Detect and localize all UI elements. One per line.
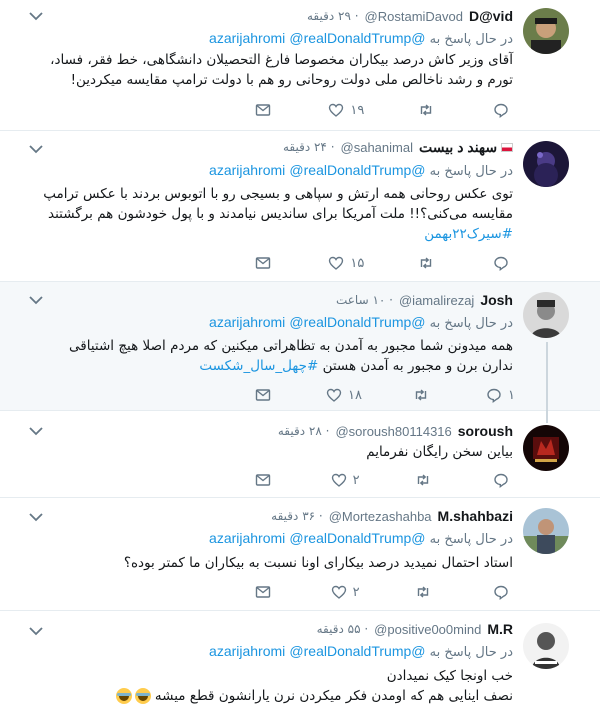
like-button[interactable] bbox=[331, 472, 360, 488]
retweet-icon bbox=[415, 584, 431, 600]
tweet-text-body: توی عکس روحانی همه ارتش و سپاهی و بسیجی رو با اتوبوس بردند با عکس ترامپ مقایسه می‌کنی؟!! ملت آمریکا برای ساندیس نیامدند و با پول خودشون هم برگشتند bbox=[43, 186, 513, 222]
tweet-text-body: همه میدونن شما مجبور به آمدن به تظاهراتی میکنین که مردم اصلا هیچ اشتیاقی ندارن برن و مجبور به آمدن هستن bbox=[69, 338, 513, 374]
like-count: ۲ bbox=[352, 472, 360, 488]
timestamp-text: ۲۴ دقیقه bbox=[282, 140, 327, 154]
hashtag-link[interactable]: #چهل_سال_شکست bbox=[199, 358, 319, 374]
reply-icon bbox=[493, 472, 509, 488]
timestamp-text: ۲۸ دقیقه bbox=[277, 424, 322, 438]
replying-to bbox=[40, 643, 513, 660]
chevron-down-icon[interactable] bbox=[28, 10, 44, 22]
dm-button[interactable] bbox=[255, 102, 275, 118]
envelope-icon bbox=[255, 387, 271, 403]
heart-icon bbox=[328, 255, 344, 271]
tweet-text bbox=[40, 184, 513, 244]
mention-link[interactable]: @realDonaldTrump bbox=[289, 30, 412, 46]
user-handle[interactable]: @RostamiDavod bbox=[364, 8, 463, 24]
retweet-button[interactable] bbox=[418, 102, 440, 118]
crying-laughing-emoji-icon bbox=[135, 688, 151, 704]
dm-button[interactable] bbox=[255, 472, 275, 488]
retweet-button[interactable] bbox=[413, 387, 435, 403]
thread-connector bbox=[546, 411, 548, 423]
like-count: ۱۹ bbox=[350, 102, 365, 118]
retweet-button[interactable] bbox=[418, 255, 440, 271]
tweet-actions bbox=[255, 99, 515, 121]
tweet-text-line: نصف اینایی هم که اومدن فکر میکردن نرن یارانشون قطع میشه bbox=[154, 688, 513, 704]
timestamp[interactable]: · ۱۰ ساعت bbox=[335, 293, 393, 307]
avatar[interactable] bbox=[523, 292, 569, 338]
tweet-text bbox=[40, 336, 513, 376]
crying-laughing-emoji-icon bbox=[116, 688, 132, 704]
reply-icon bbox=[493, 102, 509, 118]
like-count: ۲ bbox=[352, 584, 360, 600]
tweet-actions bbox=[255, 384, 515, 406]
tweet[interactable] bbox=[0, 411, 600, 498]
retweet-icon bbox=[413, 387, 429, 403]
retweet-icon bbox=[418, 102, 434, 118]
reply-button[interactable] bbox=[493, 102, 515, 118]
tweet[interactable] bbox=[0, 611, 600, 713]
mention-link[interactable]: @azarijahromi bbox=[209, 314, 426, 330]
tweet-actions bbox=[255, 252, 515, 274]
reply-button[interactable] bbox=[486, 387, 515, 403]
dm-button[interactable] bbox=[255, 387, 275, 403]
user-handle[interactable]: @Mortezashahba bbox=[328, 508, 432, 524]
tweet-header bbox=[60, 6, 513, 26]
like-count: ۱۸ bbox=[348, 387, 362, 403]
tweet-actions bbox=[255, 581, 515, 603]
replying-to-label: در حال پاسخ به bbox=[429, 32, 513, 47]
reply-button[interactable] bbox=[493, 255, 515, 271]
dm-button[interactable] bbox=[255, 255, 275, 271]
envelope-icon bbox=[255, 255, 271, 271]
reply-button[interactable] bbox=[493, 584, 515, 600]
user-handle[interactable]: @soroush80114316 bbox=[335, 423, 452, 439]
heart-icon bbox=[331, 584, 347, 600]
mention-link[interactable]: @azarijahromi bbox=[209, 530, 426, 546]
avatar[interactable] bbox=[523, 508, 569, 554]
replying-to-label: در حال پاسخ به bbox=[429, 316, 513, 331]
reply-icon bbox=[493, 255, 509, 271]
replying-to bbox=[40, 530, 513, 547]
heart-icon bbox=[328, 102, 344, 118]
reply-count: ۱ bbox=[508, 387, 515, 403]
heart-icon bbox=[326, 387, 342, 403]
tweet-text-line: خب اونجا کیک نمیدادن bbox=[386, 668, 513, 684]
chevron-down-icon[interactable] bbox=[28, 143, 44, 155]
tweet[interactable] bbox=[0, 0, 600, 131]
tweet-text-line-with-emoji bbox=[40, 686, 513, 706]
retweet-icon bbox=[418, 255, 434, 271]
display-name[interactable]: D@vid bbox=[469, 8, 513, 24]
heart-icon bbox=[331, 472, 347, 488]
replying-to bbox=[40, 314, 513, 331]
like-button[interactable] bbox=[328, 102, 364, 118]
hashtag-link[interactable]: #سیرک۲۲بهمن bbox=[424, 226, 513, 242]
replying-to-label: در حال پاسخ به bbox=[429, 164, 513, 179]
reply-button[interactable] bbox=[493, 472, 515, 488]
user-handle[interactable]: @iamalirezaj bbox=[398, 292, 475, 308]
timestamp-text: ۲۹ دقیقه bbox=[306, 9, 351, 23]
replying-to bbox=[40, 30, 513, 47]
display-name-text: سهند د بیست bbox=[418, 138, 498, 155]
avatar[interactable] bbox=[523, 623, 569, 669]
timestamp[interactable]: · ۲۸ دقیقه bbox=[277, 424, 330, 438]
tweet-header bbox=[60, 290, 513, 310]
flag-icon bbox=[501, 143, 513, 152]
tweet-header bbox=[60, 137, 513, 157]
display-name[interactable] bbox=[419, 139, 513, 156]
chevron-down-icon[interactable] bbox=[28, 425, 44, 437]
envelope-icon bbox=[255, 584, 271, 600]
like-button[interactable] bbox=[328, 255, 364, 271]
chevron-down-icon[interactable] bbox=[28, 294, 44, 306]
avatar[interactable] bbox=[523, 141, 569, 187]
like-button[interactable] bbox=[326, 387, 362, 403]
timestamp[interactable]: · ۵۵ دقیقه bbox=[316, 622, 369, 636]
thread-connector bbox=[546, 342, 548, 411]
tweet-header bbox=[60, 506, 513, 526]
user-handle[interactable]: @sahanimal bbox=[340, 139, 413, 155]
mention-link[interactable]: @realDonaldTrump bbox=[289, 530, 412, 546]
timestamp[interactable]: · ۲۴ دقیقه bbox=[282, 140, 335, 154]
reply-icon bbox=[486, 387, 502, 403]
timestamp-text: ۵۵ دقیقه bbox=[316, 622, 361, 636]
timestamp-text: ۳۶ دقیقه bbox=[271, 509, 316, 523]
retweet-icon bbox=[415, 472, 431, 488]
mention-link[interactable]: @azarijahromi bbox=[209, 162, 426, 178]
tweet-header bbox=[60, 421, 513, 441]
replying-to bbox=[40, 162, 513, 179]
mention-link[interactable]: @realDonaldTrump bbox=[289, 314, 412, 330]
replying-to-label: در حال پاسخ به bbox=[429, 532, 513, 547]
avatar[interactable] bbox=[523, 425, 569, 471]
like-count: ۱۵ bbox=[350, 255, 365, 271]
chevron-down-icon[interactable] bbox=[28, 511, 44, 523]
like-button[interactable] bbox=[331, 584, 360, 600]
reply-icon bbox=[493, 584, 509, 600]
tweet-text bbox=[40, 666, 513, 706]
replying-to-label: در حال پاسخ به bbox=[429, 645, 513, 660]
mention-link[interactable]: @azarijahromi bbox=[209, 643, 426, 659]
tweet-text: استاد احتمال نمیدید درصد بیکارای اونا نسبت به بیکاران ما کمتر بوده؟ bbox=[123, 555, 513, 571]
timestamp-text: ۱۰ ساعت bbox=[335, 293, 386, 307]
tweet[interactable] bbox=[0, 131, 600, 282]
retweet-button[interactable] bbox=[415, 584, 437, 600]
mention-link[interactable]: @azarijahromi bbox=[209, 30, 426, 46]
timestamp[interactable]: · ۳۶ دقیقه bbox=[271, 509, 323, 523]
tweet[interactable] bbox=[0, 498, 600, 611]
chevron-down-icon[interactable] bbox=[28, 625, 44, 637]
user-handle[interactable]: @positive0o0mind bbox=[374, 621, 482, 637]
tweet-text: بیاین سخن رایگان نفرمایم bbox=[366, 444, 513, 460]
display-name[interactable]: soroush bbox=[457, 423, 513, 439]
tweet-header bbox=[60, 619, 513, 639]
envelope-icon bbox=[255, 472, 271, 488]
display-name[interactable]: M.R bbox=[487, 621, 513, 637]
envelope-icon bbox=[255, 102, 271, 118]
tweet-actions bbox=[255, 469, 515, 491]
dm-button[interactable] bbox=[255, 584, 275, 600]
tweet-text: آقای وزیر کاش درصد بیکاران مخصوصا فارغ التحصیلان دانشگاهی، خط فقر، فساد، تورم و رشد ناخالص ملی دولت روحانی رو هم با دولت ترامپ مقایسه میکردین! bbox=[50, 52, 513, 88]
display-name[interactable]: M.shahbazi bbox=[437, 508, 513, 524]
mention-link[interactable]: @realDonaldTrump bbox=[289, 643, 412, 659]
avatar[interactable] bbox=[523, 8, 569, 54]
display-name[interactable]: Josh bbox=[480, 292, 513, 308]
mention-link[interactable]: @realDonaldTrump bbox=[289, 162, 412, 178]
timestamp[interactable]: · ۲۹ دقیقه bbox=[306, 9, 359, 23]
tweet-highlighted[interactable] bbox=[0, 282, 600, 411]
retweet-button[interactable] bbox=[415, 472, 437, 488]
